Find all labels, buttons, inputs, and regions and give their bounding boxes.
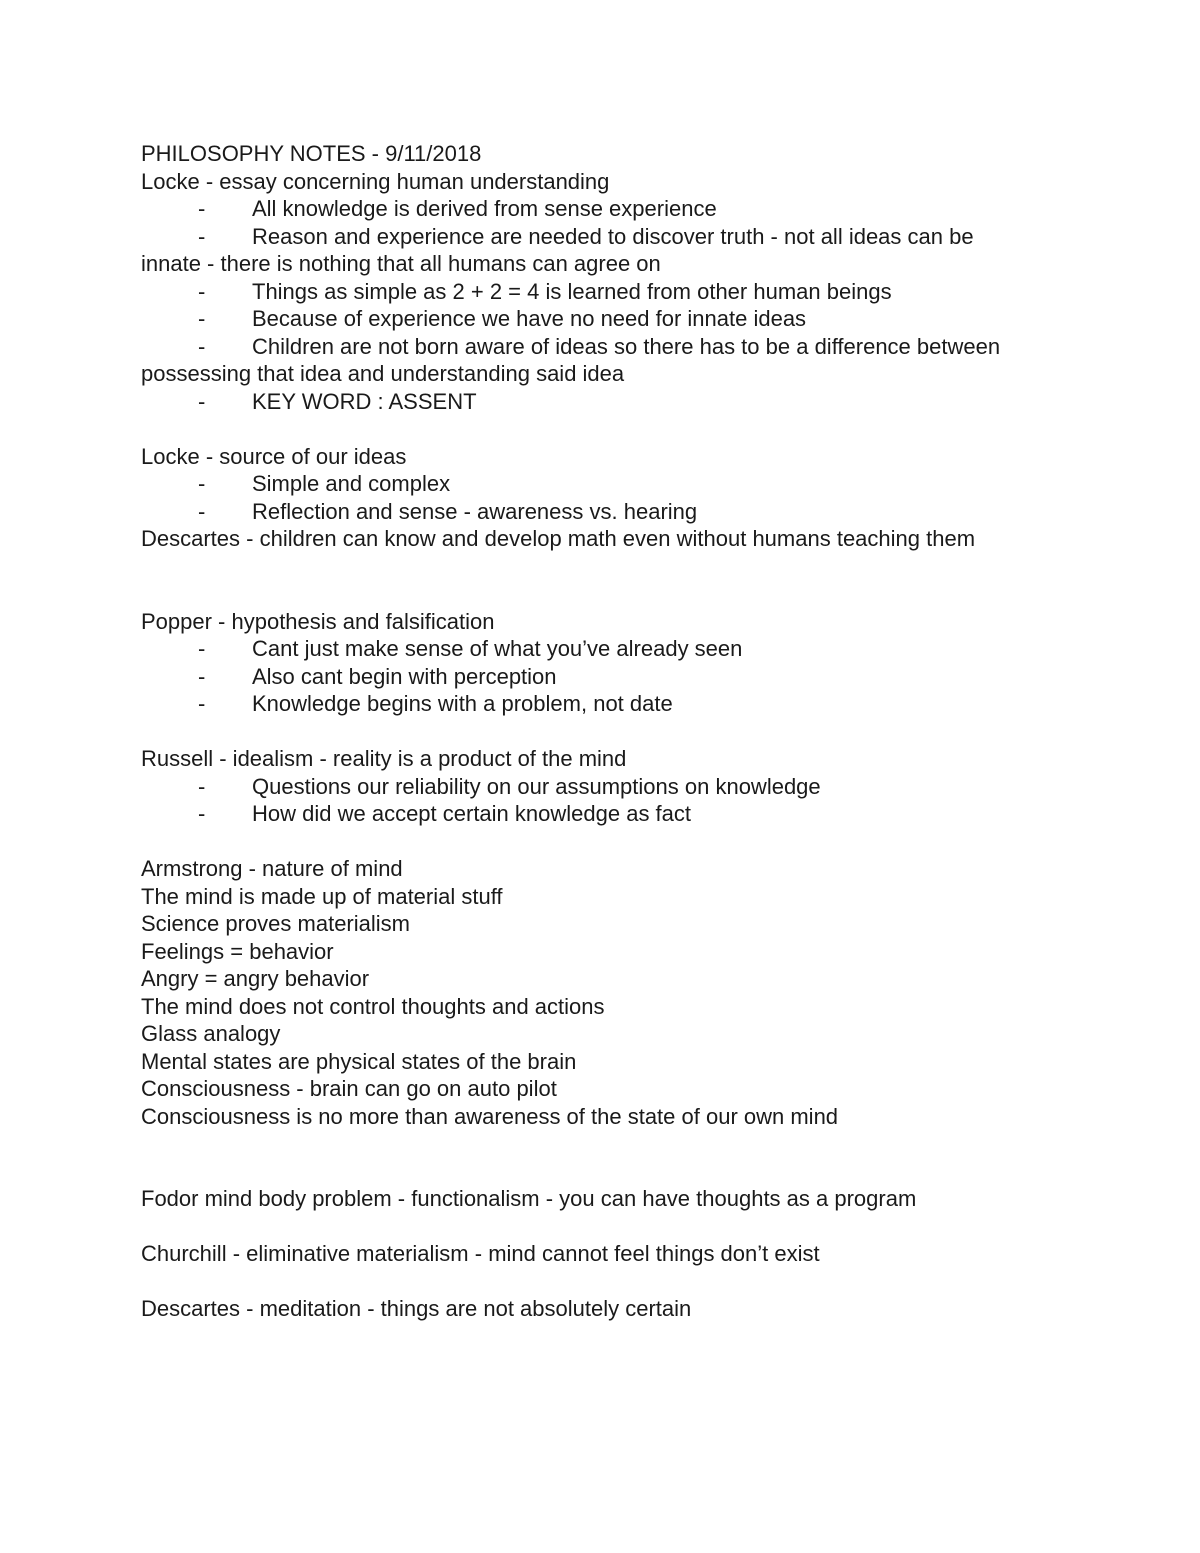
list-item — [141, 278, 1081, 306]
armstrong-line: Science proves materialism — [141, 911, 410, 936]
bullet-dash: - — [198, 663, 206, 689]
bullet-dash: - — [198, 691, 206, 716]
list-item-text: Children are not born aware of ideas so there has to be a difference between — [252, 333, 1001, 359]
list-item — [141, 305, 1081, 333]
list-item — [141, 223, 1081, 251]
armstrong-heading: Armstrong - nature of mind — [141, 856, 403, 881]
list-item-text: Because of experience we have no need for innate ideas — [252, 306, 807, 331]
blank-line — [141, 1130, 1081, 1185]
list-item-text: Cant just make sense of what you’ve already seen — [252, 636, 743, 661]
blank-line — [141, 415, 1081, 443]
list-item-text: Reason and experience are needed to discover truth - not all ideas can be — [252, 223, 974, 249]
list-item-continuation: possessing that idea and understanding said idea — [141, 361, 625, 386]
list-item-text: Simple and complex — [252, 471, 451, 496]
armstrong-line: Consciousness is no more than awareness of the state of our own mind — [141, 1103, 839, 1129]
list-item-text: KEY WORD : ASSENT — [252, 388, 477, 414]
armstrong-line: Glass analogy — [141, 1021, 281, 1046]
bullet-dash: - — [198, 196, 206, 221]
blank-line — [141, 1268, 1081, 1296]
list-item — [141, 635, 1081, 663]
list-item-text: Questions our reliability on our assumptions on knowledge — [252, 773, 821, 799]
bullet-dash: - — [198, 333, 206, 359]
list-item-text: Reflection and sense - awareness vs. hearing — [252, 498, 698, 524]
russell-heading: Russell - idealism - reality is a product of the mind — [141, 746, 627, 771]
blank-line — [141, 553, 1081, 608]
bullet-dash: - — [198, 278, 206, 304]
armstrong-line: The mind does not control thoughts and actions — [141, 993, 605, 1019]
list-item — [141, 690, 1081, 718]
bullet-dash: - — [198, 388, 206, 414]
descartes-math-heading: Descartes - children can know and develop math even without humans teaching them — [141, 526, 976, 551]
armstrong-line: Mental states are physical states of the brain — [141, 1048, 577, 1074]
list-item — [141, 663, 1081, 691]
list-item-text: Things as simple as 2 + 2 = 4 is learned from other human beings — [252, 278, 892, 304]
blank-line — [141, 718, 1081, 746]
bullet-dash: - — [198, 801, 206, 826]
armstrong-line: Consciousness - brain can go on auto pilot — [141, 1076, 557, 1101]
list-item — [141, 195, 1081, 223]
popper-heading: Popper - hypothesis and falsification — [141, 608, 495, 634]
list-item-text: How did we accept certain knowledge as fact — [252, 801, 692, 826]
bullet-dash: - — [198, 773, 206, 799]
list-item-text: All knowledge is derived from sense experience — [252, 196, 717, 221]
fodor-heading: Fodor mind body problem - functionalism - you can have thoughts as a program — [141, 1186, 917, 1211]
locke-essay-heading: Locke - essay concerning human understanding — [141, 168, 610, 194]
list-item — [141, 773, 1081, 801]
locke-source-heading: Locke - source of our ideas — [141, 443, 407, 469]
blank-line — [141, 1213, 1081, 1241]
list-item — [141, 800, 1081, 828]
bullet-dash: - — [198, 498, 206, 524]
list-item-continuation: innate - there is nothing that all humans can agree on — [141, 251, 661, 276]
bullet-dash: - — [198, 223, 206, 249]
armstrong-line: The mind is made up of material stuff — [141, 883, 503, 909]
bullet-dash: - — [198, 471, 206, 496]
document-page — [141, 140, 1081, 1323]
bullet-dash: - — [198, 636, 206, 661]
churchill-heading: Churchill - eliminative materialism - mind cannot feel things don’t exist — [141, 1241, 820, 1266]
bullet-dash: - — [198, 306, 206, 331]
list-item-text: Also cant begin with perception — [252, 663, 557, 689]
blank-line — [141, 828, 1081, 856]
list-item — [141, 333, 1081, 361]
armstrong-line: Feelings = behavior — [141, 938, 334, 964]
descartes-meditation-heading: Descartes - meditation - things are not absolutely certain — [141, 1296, 692, 1321]
list-item — [141, 498, 1081, 526]
list-item-text: Knowledge begins with a problem, not date — [252, 691, 673, 716]
list-item — [141, 470, 1081, 498]
armstrong-line: Angry = angry behavior — [141, 966, 370, 991]
document-title: PHILOSOPHY NOTES - 9/11/2018 — [141, 141, 482, 166]
list-item — [141, 388, 1081, 416]
